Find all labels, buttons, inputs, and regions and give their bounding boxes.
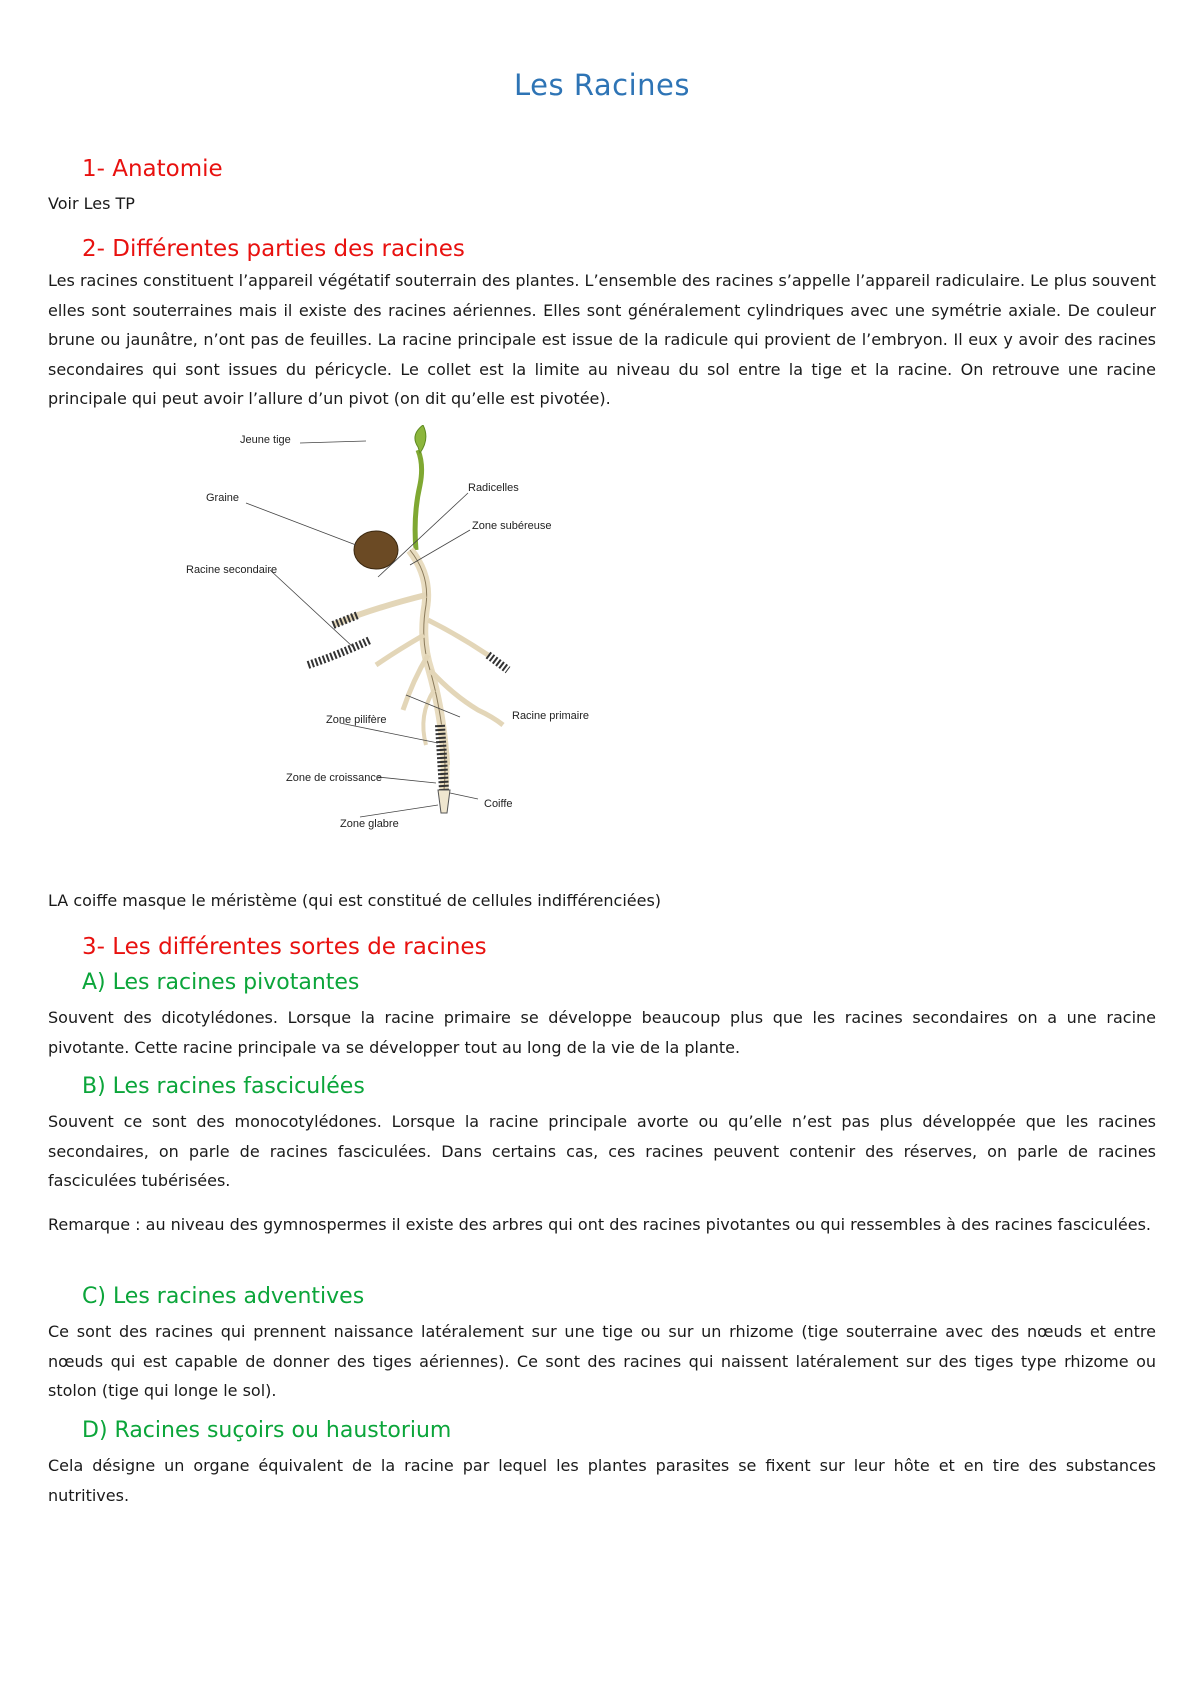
remarque-paragraph: Remarque : au niveau des gymnospermes il existe des arbres qui ont des racines pivotantes ou qui ressembles à des racines fasciculées. [48, 1215, 1152, 1234]
sucoirs-paragraph: Cela désigne un organe équivalent de la racine par lequel les plantes parasites se fixent sur leur hôte et en tire des substances nutritives. [48, 1456, 1156, 1505]
label-zone-glabre: Zone glabre [340, 818, 399, 830]
fasciculees-paragraph: Souvent ce sont des monocotylédones. Lorsque la racine principale avorte ou qu’elle n’est pas plus développée que les racines secondaires, on parle de racines fasciculées. Dans certains cas, ces racines peuvent contenir des réserves, on parle de racines fasciculées tubérisées. [48, 1112, 1156, 1190]
root-diagram [148, 425, 608, 870]
heading-sortes: 3- Les différentes sortes de racines [82, 934, 487, 960]
heading-adventives: C) Les racines adventives [82, 1284, 365, 1309]
label-racine-primaire: Racine primaire [512, 710, 590, 722]
label-zone-subereuse: Zone subéreuse [472, 520, 552, 532]
heading-sucoirs: D) Racines suçoirs ou haustorium [82, 1418, 452, 1443]
label-zone-croissance: Zone de croissance [286, 772, 382, 784]
anatomie-text: Voir Les TP [48, 194, 135, 213]
adventives-paragraph: Ce sont des racines qui prennent naissance latéralement sur une tige ou sur un rhizome (tige souterraine avec des nœuds et entre nœuds qui est capable de donner des tiges aériennes). Ce sont des racines qui naissent latéralement sur des tiges type rhizome ou stolon (tige qui longe le sol). [48, 1322, 1156, 1400]
diagram-caption: LA coiffe masque le méristème (qui est constitué de cellules indifférenciées) [48, 891, 662, 910]
pivotantes-paragraph: Souvent des dicotylédones. Lorsque la racine primaire se développe beaucoup plus que les racines secondaires on a une racine pivotante. Cette racine principale va se développer tout au long de la vie de la plante. [48, 1008, 1156, 1057]
label-racine-secondaire: Racine secondaire [186, 564, 278, 576]
heading-pivotantes: A) Les racines pivotantes [82, 970, 360, 995]
heading-anatomie: 1- Anatomie [82, 156, 223, 182]
label-radicelles: Radicelles [468, 482, 519, 494]
label-zone-pilifere: Zone pilifère [326, 714, 387, 726]
label-coiffe: Coiffe [484, 798, 513, 810]
heading-parties: 2- Différentes parties des racines [82, 236, 465, 262]
heading-fasciculees: B) Les racines fasciculées [82, 1074, 365, 1099]
page-title: Les Racines [514, 68, 690, 102]
parties-paragraph: Les racines constituent l’appareil végétatif souterrain des plantes. L’ensemble des racines s’appelle l’appareil radiculaire. Le plus souvent elles sont souterraines mais il existe des racines aériennes. Elles sont généralement cylindriques avec une symétrie axiale. De couleur brune ou jaunâtre, n’ont pas de feuilles. La racine principale est issue de la radicule qui provient de l’embryon. Il eux y avoir des racines secondaires qui sont issues du péricycle. Le collet est la limite au niveau du sol entre la tige et la racine. On retrouve une racine principale qui peut avoir l’allure d’un pivot (on dit qu’elle est pivotée). [48, 271, 1156, 408]
label-jeune-tige: Jeune tige [240, 434, 291, 446]
label-graine: Graine [206, 492, 240, 504]
